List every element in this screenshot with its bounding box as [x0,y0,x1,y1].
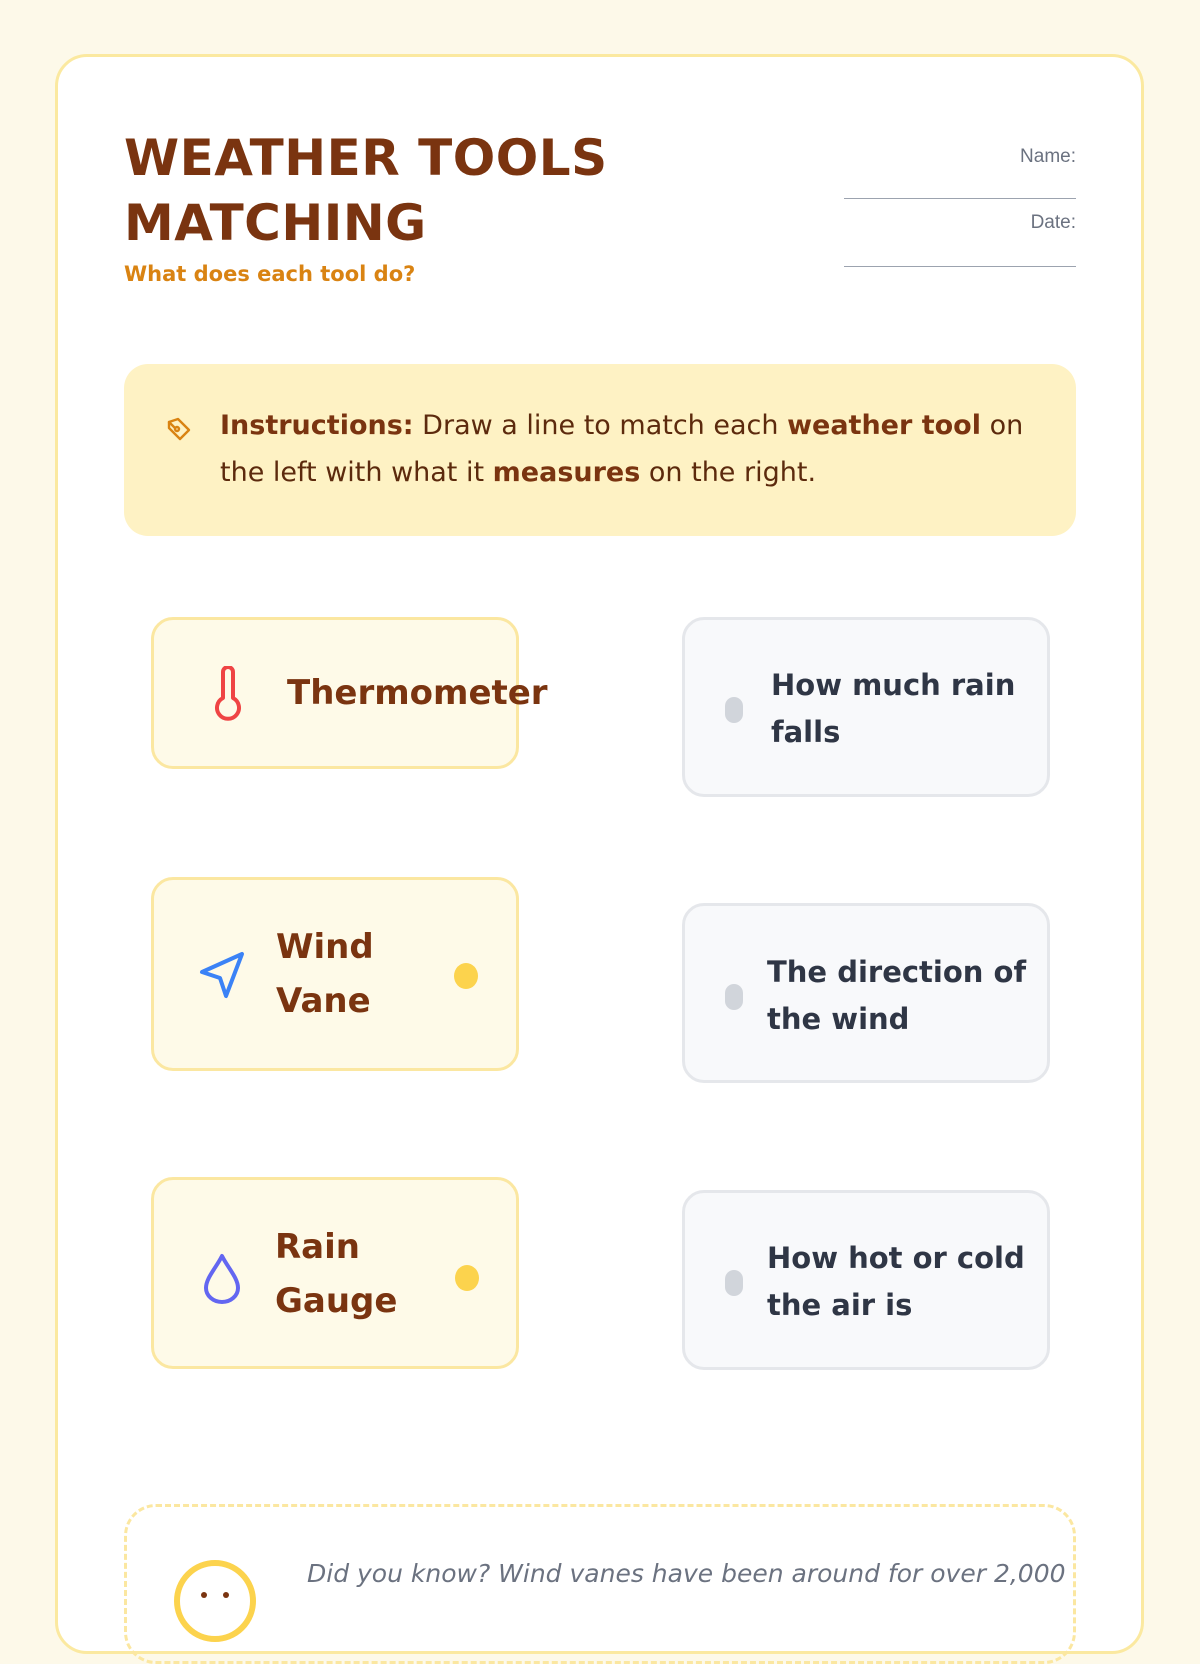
answer-card[interactable] [682,617,1050,797]
instructions-text: Instructions: Draw a line to match each weather tool on the left with what it measures on the right. [220,410,1024,488]
answer-label: How hot or cold the air is [767,1241,1025,1322]
tool-card-thermometer[interactable] [151,617,548,769]
tool-card-rain-gauge[interactable] [151,1177,519,1369]
tool-label: Rain Gauge [275,1227,398,1321]
match-dot[interactable] [455,1265,479,1291]
fun-fact-box [124,1504,1076,1664]
answer-card[interactable] [682,1190,1050,1370]
navigation-arrow-icon [198,948,246,1004]
match-dot[interactable] [725,1270,743,1296]
match-dot[interactable] [725,984,743,1010]
date-field[interactable] [844,266,1076,267]
page-subtitle: What does each tool do? [124,262,416,286]
match-dot[interactable] [725,697,743,723]
raindrop-icon [198,1250,246,1306]
name-field[interactable] [844,198,1076,199]
tool-label: Wind Vane [276,927,374,1021]
worksheet [55,54,1144,1654]
page-title: WEATHER TOOLS MATCHING [124,129,608,252]
pen-icon [164,414,194,444]
answer-label: The direction of the wind [767,955,1027,1036]
answer-label: How much rain falls [771,668,1016,749]
tool-card-wind-vane[interactable] [151,877,519,1071]
date-label: Date: [1030,212,1076,233]
name-label: Name: [1020,146,1076,167]
thermometer-icon [204,666,252,722]
tool-label: Thermometer [287,673,548,713]
match-dot[interactable] [454,963,478,989]
answer-card[interactable] [682,903,1050,1083]
instructions-box [124,364,1076,536]
smiley-sun-icon [171,1557,259,1645]
fun-fact-text: Did you know? Wind vanes have been around for over 2,000 [307,1559,1066,1588]
